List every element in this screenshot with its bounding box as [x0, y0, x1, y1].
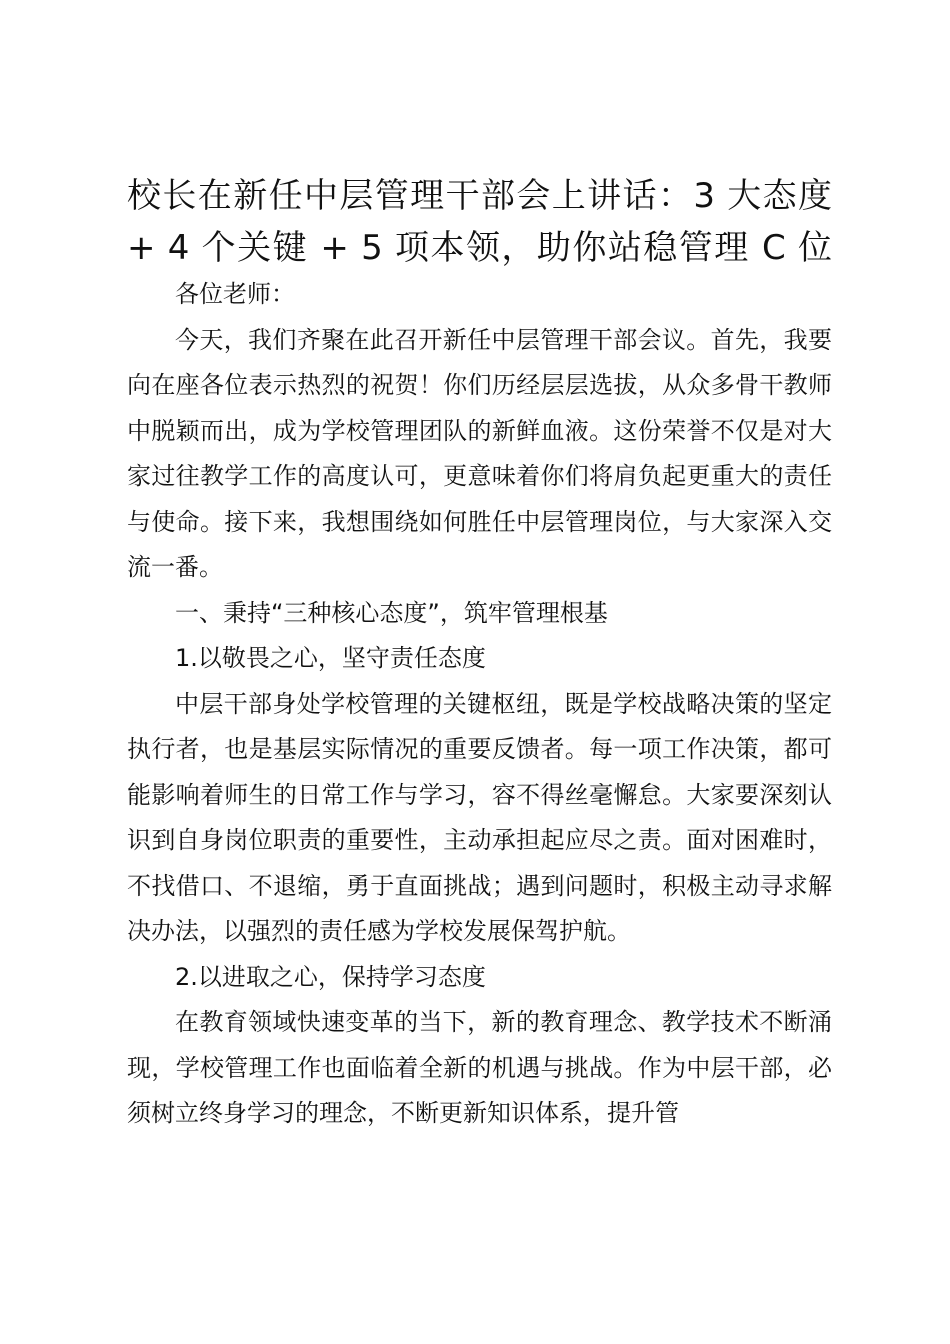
- subheading-1: 1.以敬畏之心，坚守责任态度: [175, 644, 486, 672]
- section-heading-1: 一、秉持“三种核心态度”，筑牢管理根基: [175, 598, 608, 627]
- document-title: 校长在新任中层管理干部会上讲话：3 大态度 + 4 个关键 + 5 项本领，助你站稳管理 C 位: [127, 176, 832, 268]
- document-body: [127, 272, 832, 1137]
- body-paragraph-2: 在教育领域快速变革的当下，新的教育理念、教学技术不断涌现，学校管理工作也面临着全新的机遇与挑战。作为中层干部，必须树立终身学习的理念，不断更新知识体系，提升管: [127, 1008, 832, 1127]
- body-paragraph-1: 中层干部身处学校管理的关键枢纽，既是学校战略决策的坚定执行者，也是基层实际情况的重要反馈者。每一项工作决策，都可能影响着师生的日常工作与学习，容不得丝毫懈怠。大家要深刻认识到自身岗位职责的重要性，主动承担起应尽之责。面对困难时，不找借口、不退缩，勇于直面挑战；遇到问题时，积极主动寻求解决办法，以强烈的责任感为学校发展保驾护航。: [127, 689, 832, 945]
- opening-paragraph: 今天，我们齐聚在此召开新任中层管理干部会议。首先，我要向在座各位表示热烈的祝贺！你们历经层层选拔，从众多骨干教师中脱颖而出，成为学校管理团队的新鲜血液。这份荣誉不仅是对大家过往教学工作的高度认可，更意味着你们将肩负起更重大的责任与使命。接下来，我想围绕如何胜任中层管理岗位，与大家深入交流一番。: [127, 325, 832, 581]
- salutation: 各位老师：: [175, 280, 295, 308]
- subheading-2: 2.以进取之心，保持学习态度: [175, 962, 486, 991]
